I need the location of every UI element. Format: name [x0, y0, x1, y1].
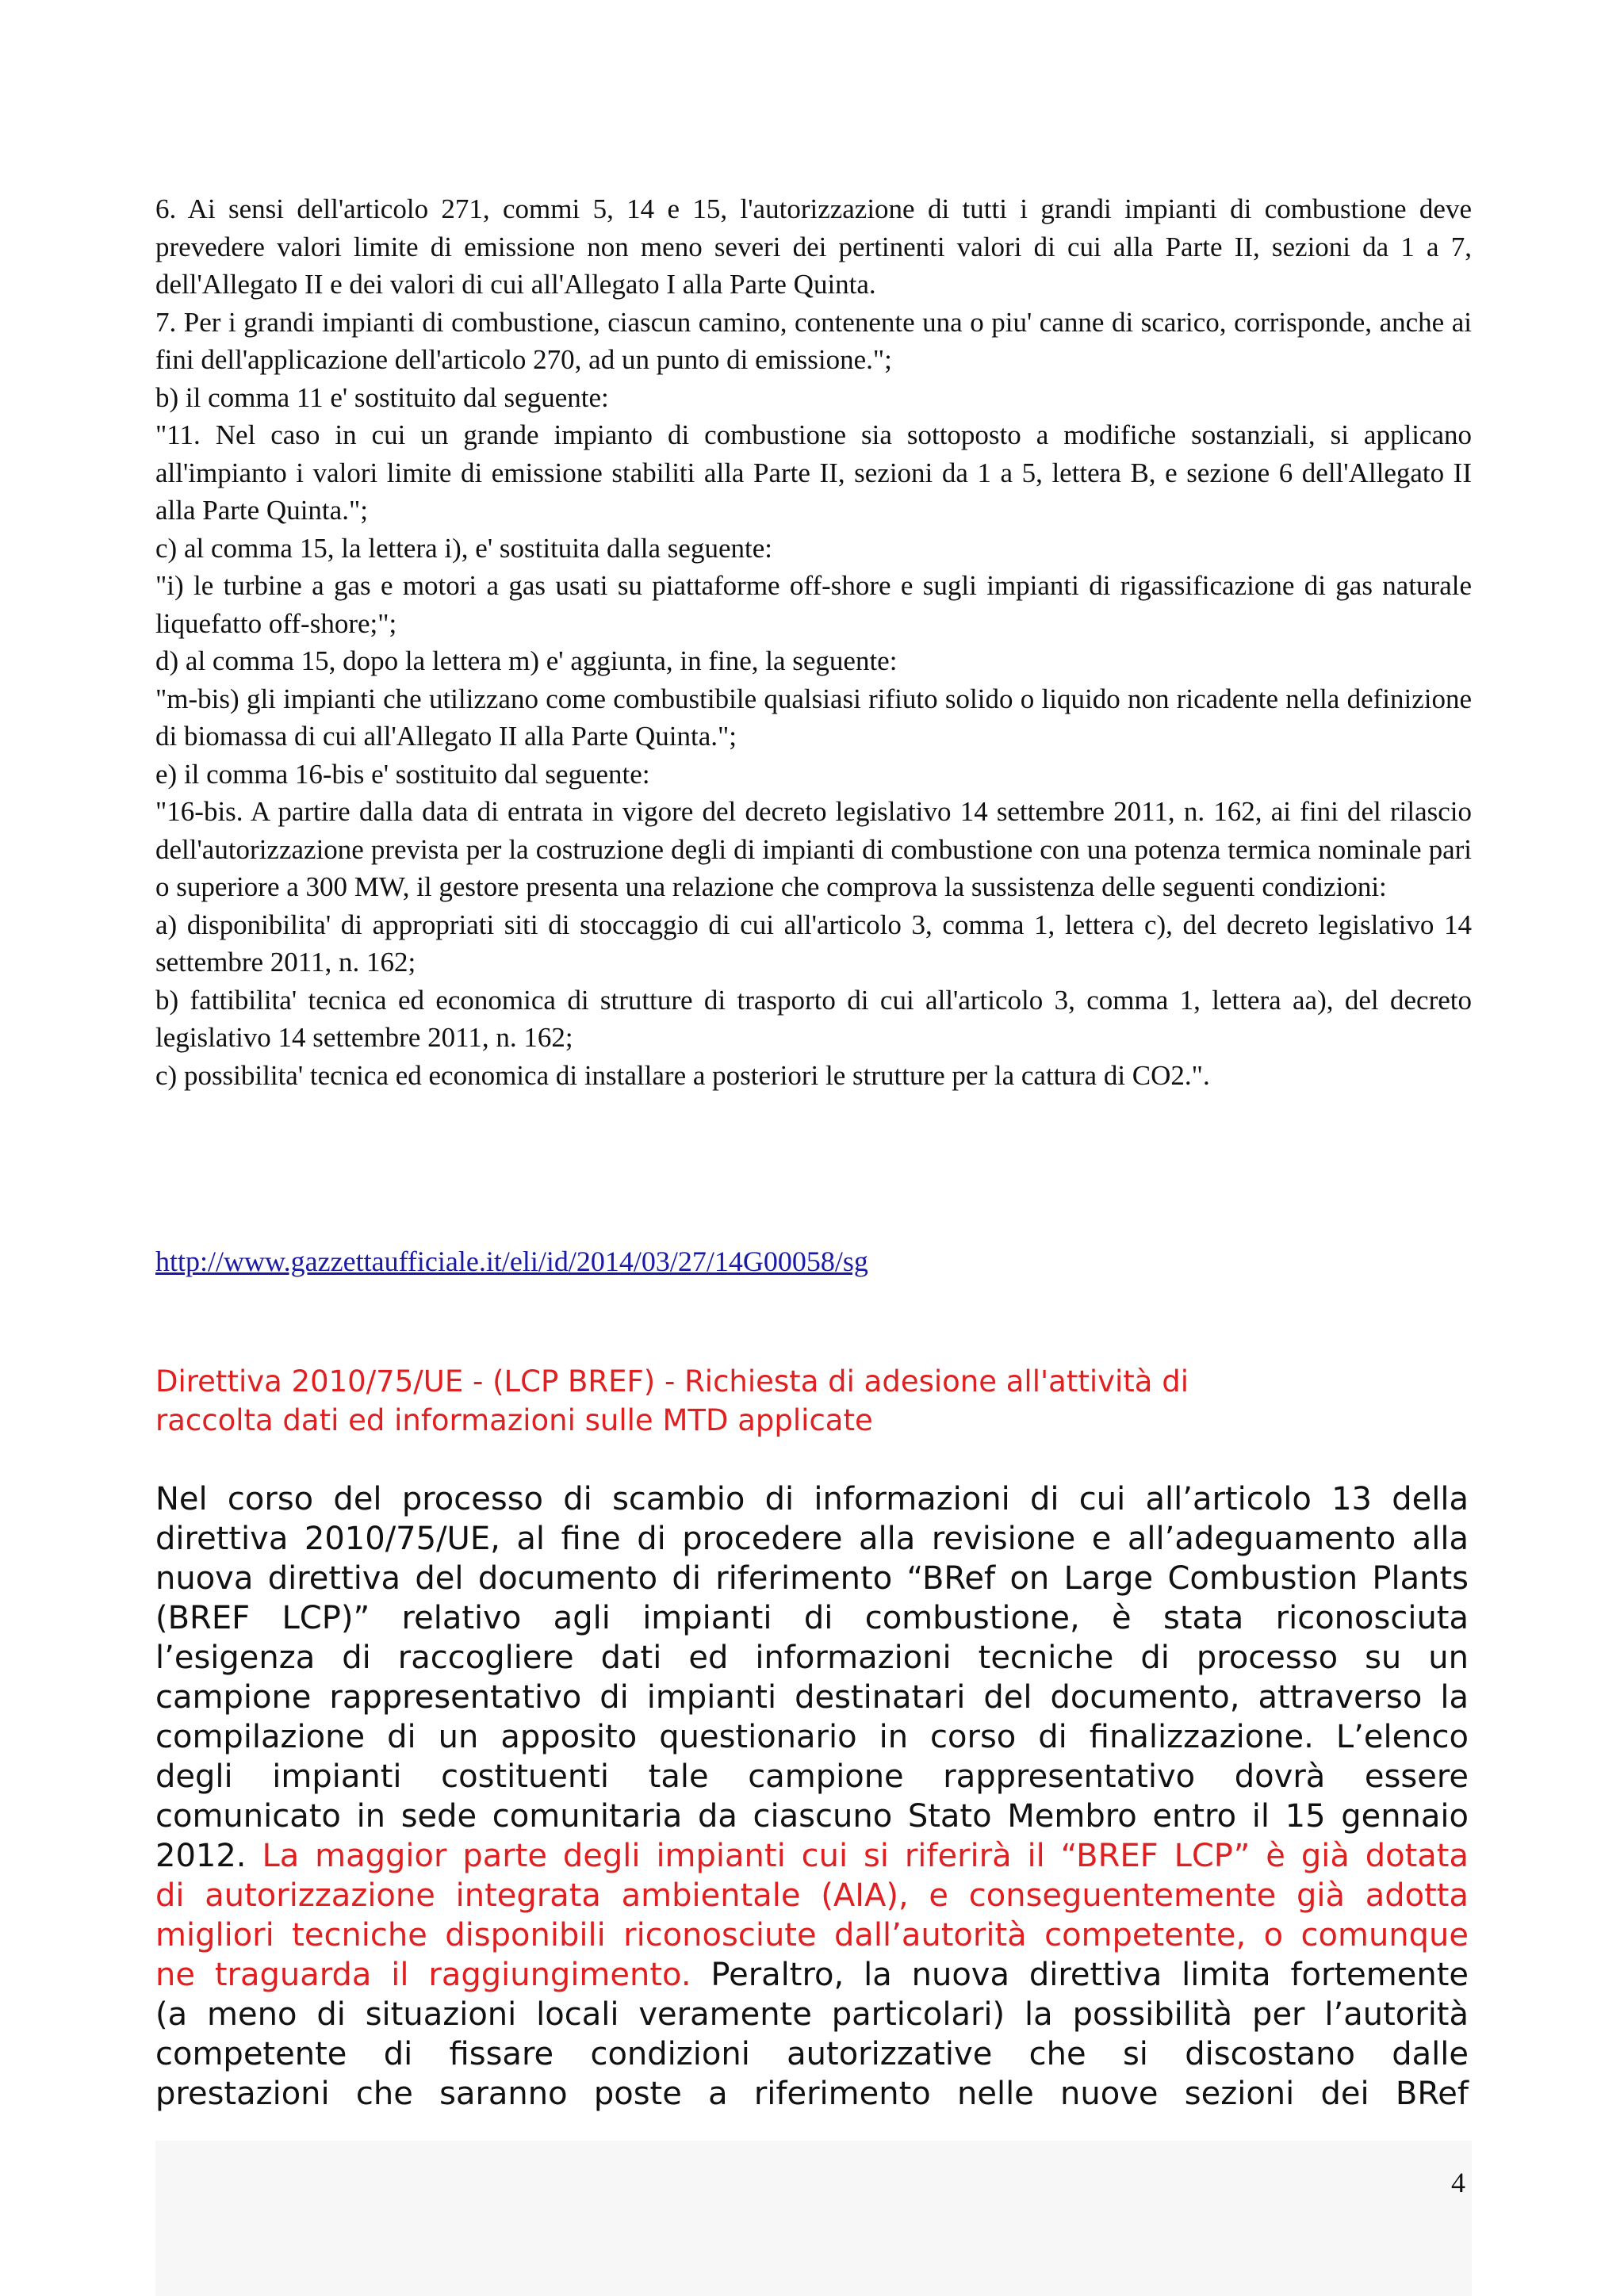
- body-line: degli impianti costituenti tale campione rappresentativo dovrà essere: [155, 1758, 1469, 1795]
- highlight-red-text: ne traguarda il raggiungimento.: [155, 1957, 691, 1993]
- body-line: nuova direttiva del documento di riferimento “BRef on Large Combustion Plants: [155, 1560, 1469, 1597]
- highlight-red-line: migliori tecniche disponibili riconosciute dall’autorità competente, o comunque: [155, 1917, 1469, 1954]
- page-number: 4: [1451, 2167, 1465, 2198]
- paragraph-comma-6: 6. Ai sensi dell'articolo 271, commi 5, 14 e 15, l'autorizzazione di tutti i grandi impianti di combustione deve prevedere valori limite di emissione non meno severi dei pertinenti valori di cui alla Parte II, sezioni da 1 a 7, dell'Allegato II e dei valori di cui all'Allegato I alla Parte Quinta.: [155, 193, 1472, 300]
- body-line: comunicato in sede comunitaria da ciascuno Stato Membro entro il 15 gennaio: [155, 1798, 1469, 1835]
- highlight-red-text: La maggior parte degli impianti cui si riferirà il “BREF LCP” è già dotata: [262, 1838, 1469, 1874]
- paragraph-m-bis: "m-bis) gli impianti che utilizzano come combustibile qualsiasi rifiuto solido o liquido non ricadente nella definizione di biomassa di cui all'Allegato II alla Parte Quinta.";: [155, 683, 1472, 752]
- body-line: Nel corso del processo di scambio di informazioni di cui all’articolo 13 della: [155, 1481, 1469, 1517]
- heading-line-2: raccolta dati ed informazioni sulle MTD applicate: [155, 1403, 873, 1437]
- paragraph-c: c) al comma 15, la lettera i), e' sostituita dalla seguente:: [155, 532, 772, 564]
- body-paragraph: [155, 1479, 1469, 2114]
- body-line: campione rappresentativo di impianti destinatari del documento, attraverso la: [155, 1679, 1469, 1716]
- year-text: 2012.: [155, 1838, 262, 1874]
- paragraph-comma-7: 7. Per i grandi impianti di combustione, ciascun camino, contenente una o piu' canne di scarico, corrisponde, anche ai fini dell'applicazione dell'articolo 270, ad un punto di emissione.";: [155, 306, 1472, 375]
- paragraph-c-possibilita: c) possibilita' tecnica ed economica di installare a posteriori le strutture per la cattura di CO2.".: [155, 1059, 1210, 1091]
- body-line: compilazione di un apposito questionario in corso di finalizzazione. L’elenco: [155, 1719, 1469, 1755]
- body-line-mixed: [155, 1836, 1469, 1876]
- body-line: (a meno di situazioni locali veramente particolari) la possibilità per l’autorità: [155, 1996, 1469, 2033]
- body-text: Peraltro, la nuova direttiva limita fortemente: [691, 1957, 1469, 1993]
- body-line: l’esigenza di raccogliere dati ed informazioni tecniche di processo su un: [155, 1640, 1469, 1676]
- highlight-red-line: di autorizzazione integrata ambientale (AIA), e conseguentemente già adotta: [155, 1877, 1469, 1914]
- paragraph-e: e) il comma 16-bis e' sostituito dal seguente:: [155, 758, 650, 790]
- paragraph-comma-11: "11. Nel caso in cui un grande impianto di combustione sia sottoposto a modifiche sostanziali, si applicano all'impianto i valori limite di emissione stabiliti alla Parte II, sezioni da 1 a 5, lettera B, e sezione 6 dell'Allegato II alla Parte Quinta.";: [155, 419, 1472, 526]
- body-line: (BREF LCP)” relativo agli impianti di combustione, è stata riconosciuta: [155, 1600, 1469, 1636]
- body-line: competente di fissare condizioni autorizzative che si discostano dalle: [155, 2036, 1469, 2072]
- body-line-mixed: [155, 1955, 1469, 1995]
- footer-band: [155, 2141, 1472, 2296]
- body-line: prestazioni che saranno poste a riferimento nelle nuove sezioni dei BRef: [155, 2076, 1469, 2112]
- paragraph-i-turbine: "i) le turbine a gas e motori a gas usati su piattaforme off-shore e sugli impianti di rigassificazione di gas naturale liquefatto off-shore;";: [155, 570, 1472, 639]
- paragraph-b-fattibilita: b) fattibilita' tecnica ed economica di strutture di trasporto di cui all'articolo 3, comma 1, lettera aa), del decreto legislativo 14 settembre 2011, n. 162;: [155, 984, 1472, 1053]
- section-heading: [155, 1362, 1424, 1440]
- body-line: direttiva 2010/75/UE, al fine di procedere alla revisione e all’adeguamento alla: [155, 1521, 1469, 1557]
- gazzetta-link[interactable]: http://www.gazzettaufficiale.it/eli/id/2014/03/27/14G00058/sg: [155, 1246, 868, 1277]
- paragraph-a-siti: a) disponibilita' di appropriati siti di stoccaggio di cui all'articolo 3, comma 1, lettera c), del decreto legislativo 14 settembre 2011, n. 162;: [155, 909, 1472, 978]
- paragraph-d: d) al comma 15, dopo la lettera m) e' aggiunta, in fine, la seguente:: [155, 645, 898, 676]
- heading-line-1: Direttiva 2010/75/UE - (LCP BREF) - Richiesta di adesione all'attività di: [155, 1364, 1189, 1399]
- paragraph-16-bis: "16-bis. A partire dalla data di entrata in vigore del decreto legislativo 14 settembre 2011, n. 162, ai fini del rilascio dell'autorizzazione prevista per la costruzione degli di impianti di combustione con una potenza termica nominale pari o superiore a 300 MW, il gestore presenta una relazione che comprova la sussistenza delle seguenti condizioni:: [155, 796, 1472, 902]
- paragraph-b: b) il comma 11 e' sostituito dal seguente:: [155, 381, 609, 413]
- legal-text-block: [155, 190, 1472, 1094]
